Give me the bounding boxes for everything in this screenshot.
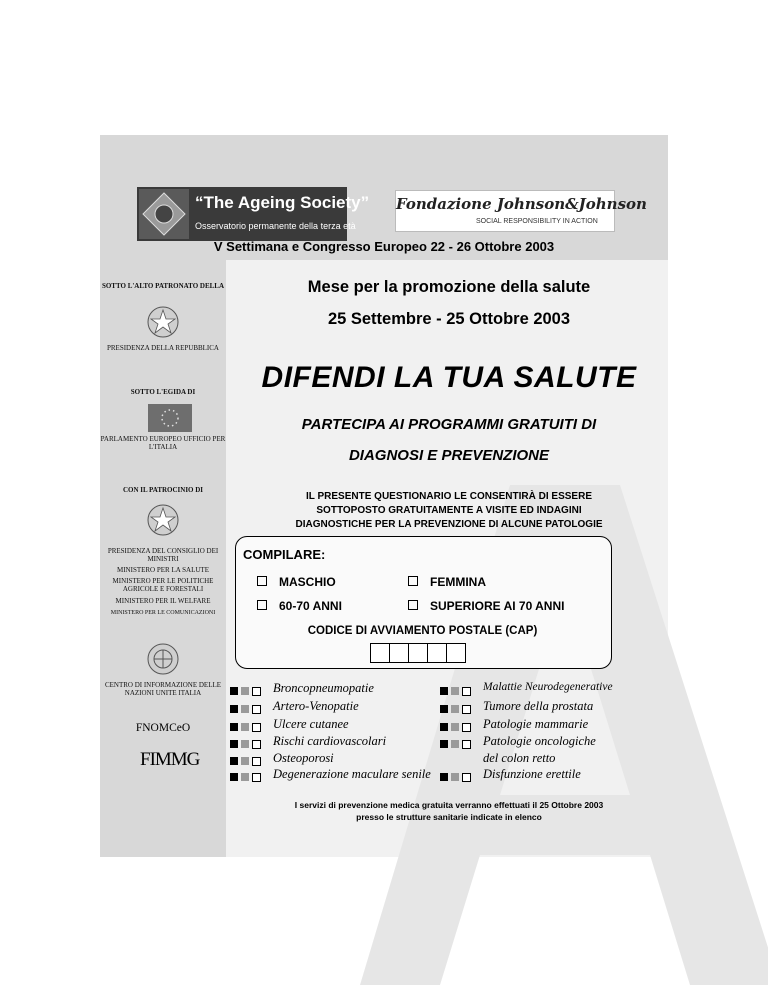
ministero-label: MINISTERO PER IL WELFARE xyxy=(115,597,211,605)
intro-text xyxy=(230,490,668,532)
pathology-checkbox[interactable] xyxy=(230,687,261,696)
pathology-checkbox[interactable] xyxy=(440,740,471,749)
pathology-checkbox[interactable] xyxy=(230,705,261,714)
pathology-checkbox[interactable] xyxy=(230,773,261,782)
header-band xyxy=(100,135,668,260)
femmina-label: FEMMINA xyxy=(430,575,486,589)
participate-line: PARTECIPA AI PROGRAMMI GRATUITI DI xyxy=(301,416,597,433)
age-60-70-label: 60-70 ANNI xyxy=(279,599,342,613)
age-over-70-checkbox[interactable] xyxy=(408,599,564,613)
ministero-label: MINISTERO PER LA SALUTE xyxy=(117,566,209,574)
femmina-checkbox[interactable] xyxy=(408,575,486,589)
cap-input[interactable] xyxy=(370,643,466,663)
fimmg-logo: FIMMG xyxy=(140,749,200,770)
diagnosis-line: DIAGNOSI E PREVENZIONE xyxy=(348,447,550,464)
pathology-item: Broncopneumopatie xyxy=(273,681,374,695)
presidenza-consiglio-label: PRESIDENZA DEL CONSIGLIO DEI MINISTRI xyxy=(107,547,219,563)
main-slogan: DIFENDI LA TUA SALUTE xyxy=(261,361,637,394)
pathology-item: Disfunzione erettile xyxy=(483,767,581,781)
intro-line: IL PRESENTE QUESTIONARIO LE CONSENTIRÀ DI ESSERE xyxy=(306,491,592,502)
maschio-checkbox[interactable] xyxy=(257,575,336,589)
presidenza-repubblica-label: PRESIDENZA DELLA REPUBBLICA xyxy=(106,344,219,352)
checkbox-icon xyxy=(408,576,418,586)
government-emblem-icon xyxy=(146,503,180,537)
un-emblem-icon xyxy=(146,642,180,676)
ministero-label: MINISTERO PER LE POLITICHE AGRICOLE E FORESTALI xyxy=(112,577,214,593)
footer-line: presso le strutture sanitarie indicate in elenco xyxy=(356,812,542,822)
ageing-subtitle: Osservatorio permanente della terza età xyxy=(195,221,356,231)
intro-line: SOTTOPOSTO GRATUITAMENTE A VISITE ED INDAGINI xyxy=(316,505,582,516)
cap-digit-box[interactable] xyxy=(447,643,466,663)
parlamento-europeo-label: PARLAMENTO EUROPEO UFFICIO PER L'ITALIA xyxy=(100,435,226,451)
ministero-label: MINISTERO PER LE COMUNICAZIONI xyxy=(110,610,216,616)
cap-digit-box[interactable] xyxy=(390,643,409,663)
pathology-item: Osteoporosi xyxy=(273,751,334,765)
pathology-item: Ulcere cutanee xyxy=(273,717,349,731)
month-title: Mese per la promozione della salute xyxy=(307,278,591,296)
pathology-checkbox[interactable] xyxy=(230,740,261,749)
pathology-item-continuation: del colon retto xyxy=(483,751,556,765)
ageing-emblem-icon xyxy=(139,189,189,239)
patrocinio-label: CON IL PATROCINIO DI xyxy=(122,486,204,494)
pathology-item: Tumore della prostata xyxy=(483,699,594,713)
pathology-item: Artero-Venopatie xyxy=(273,699,359,713)
cap-digit-box[interactable] xyxy=(409,643,428,663)
ageing-title: “The Ageing Society” xyxy=(195,193,370,212)
pathology-checkbox[interactable] xyxy=(440,705,471,714)
jnj-name: Fondazione Johnson&Johnson xyxy=(396,195,647,213)
pathology-item: Rischi cardiovascolari xyxy=(273,734,387,748)
pathology-checkbox[interactable] xyxy=(230,723,261,732)
checkbox-icon xyxy=(257,600,267,610)
alto-patronato-label: SOTTO L'ALTO PATRONATO DELLA xyxy=(101,282,225,290)
footer-note xyxy=(230,799,668,823)
pathology-checkbox[interactable] xyxy=(440,687,471,696)
italian-republic-emblem-icon xyxy=(146,305,180,339)
pathology-checkbox[interactable] xyxy=(440,773,471,782)
egida-label: SOTTO L'EGIDA DI xyxy=(130,388,196,396)
cap-digit-box[interactable] xyxy=(370,643,390,663)
checkbox-icon xyxy=(257,576,267,586)
pathology-checkbox[interactable] xyxy=(230,757,261,766)
pathology-item: Malattie Neurodegenerative xyxy=(483,681,613,693)
age-over-70-label: SUPERIORE AI 70 ANNI xyxy=(430,599,565,613)
jnj-tagline: SOCIAL RESPONSIBILITY IN ACTION xyxy=(476,218,598,225)
pathology-checkbox[interactable] xyxy=(440,723,471,732)
ageing-society-logo xyxy=(137,187,370,241)
checkbox-icon xyxy=(408,600,418,610)
pathology-item: Degenerazione maculare senile xyxy=(273,767,431,781)
form-title: COMPILARE: xyxy=(243,547,326,562)
onu-label: CENTRO DI INFORMAZIONE DELLE NAZIONI UNITE ITALIA xyxy=(104,681,222,697)
footer-line: I servizi di prevenzione medica gratuita verranno effettuati il 25 Ottobre 2003 xyxy=(294,800,604,810)
cap-label: CODICE DI AVVIAMENTO POSTALE (CAP) xyxy=(307,625,538,637)
congress-title: V Settimana e Congresso Europeo 22 - 26 Ottobre 2003 xyxy=(213,239,555,254)
flyer-page xyxy=(100,135,668,857)
period-dates: 25 Settembre - 25 Ottobre 2003 xyxy=(327,310,571,328)
eu-flag-icon xyxy=(148,404,192,432)
maschio-label: MASCHIO xyxy=(279,575,336,589)
fnomceo-label: FNOMCeO xyxy=(135,722,191,734)
pathology-item: Patologie oncologiche xyxy=(483,734,596,748)
age-60-70-checkbox[interactable] xyxy=(257,599,342,613)
cap-digit-box[interactable] xyxy=(428,643,447,663)
jnj-foundation-logo xyxy=(395,190,647,232)
pathology-item: Patologie mammarie xyxy=(483,717,589,731)
intro-line: DIAGNOSTICHE PER LA PREVENZIONE DI ALCUNE PATOLOGIE xyxy=(295,519,603,530)
